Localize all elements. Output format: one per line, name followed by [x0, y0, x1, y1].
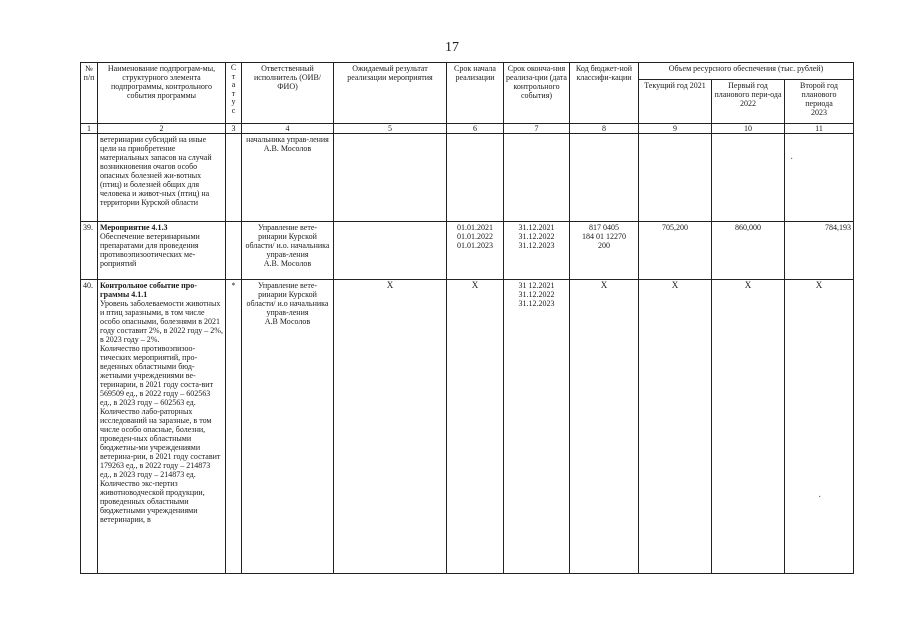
header-executor: Ответственный исполнитель (ОИВ/ФИО) — [242, 63, 334, 124]
row-status: * — [226, 280, 242, 574]
header-status: С т а т у с — [226, 63, 242, 124]
row-current: X — [639, 280, 712, 574]
row-first: X — [712, 280, 785, 574]
column-number: 4 — [242, 124, 334, 134]
row-start — [447, 134, 504, 222]
row-current — [639, 134, 712, 222]
table-row — [81, 280, 854, 574]
header-name: Наименование подпрограм-мы, структурного элемента подпрограммы, контрольного события программы — [98, 63, 226, 124]
header-resources: Объем ресурсного обеспечения (тыс. рублей) — [639, 63, 854, 80]
row-start: X — [447, 280, 504, 574]
column-number: 10 — [712, 124, 785, 134]
row-name-cell — [98, 280, 226, 574]
row-end: 31 12.2021 31.12.2022 31.12.2023 — [504, 280, 570, 574]
row-num — [81, 134, 98, 222]
header-code: Код бюджет-ной классифи-кации — [570, 63, 639, 124]
column-number: 11 — [785, 124, 854, 134]
row-result — [334, 222, 447, 280]
scan-speck: · — [818, 492, 822, 503]
row-first: 860,000 — [712, 222, 785, 280]
column-number: 1 — [81, 124, 98, 134]
column-number: 9 — [639, 124, 712, 134]
header-end: Срок оконча-ния реализа-ции (дата контрольного события) — [504, 63, 570, 124]
row-result: X — [334, 280, 447, 574]
column-number: 7 — [504, 124, 570, 134]
page-number: 17 — [445, 40, 459, 55]
row-name-cell — [98, 222, 226, 280]
header-first-year: Первый год планового пери-ода 2022 — [712, 80, 785, 124]
row-executor: Управление вете-ринарии Курской области/ и.о. начальника управ-ления А.В. Мосолов — [242, 222, 334, 280]
row-name: Уровень заболеваемости животных и птиц заразными, в том числе особо опасными, болезнями в 2021 году составит 2%, в 2022 году – 2%, в 2023 году – 2%. Количество противоэпизоо-тических мероприятий, про-веденных областными бюд-жетными учреждениями ве-теринарии, в 2021 году соста-вит 569509 ед., в 2022 году – 602563 ед., в 2023 году – 602563 ед. Количество лабо-раторных исследований на заразные, в том числе особо опасные, болезни, проведен-ных областными бюджетны-ми учреждениями ветерина-рии, в 2021 году составит 179263 ед., в 2022 году – 214873 ед., в 2023 году – 214873 ед. Количество экс-пертиз животноводческой продукции, проведенных областными бюджетными учреждениями ветеринарии, в — [100, 299, 223, 524]
header-current-year: Текущий год 2021 — [639, 80, 712, 124]
scan-speck: · — [790, 154, 794, 165]
row-code — [570, 134, 639, 222]
row-status — [226, 222, 242, 280]
header-start: Срок начала реализации — [447, 63, 504, 124]
row-name: Обеспечение ветеринарными препаратами для проведения противоэпизоотических ме-роприятий — [100, 232, 200, 268]
row-status — [226, 134, 242, 222]
row-code: X — [570, 280, 639, 574]
row-name-bold: Мероприятие 4.1.3 — [100, 223, 168, 232]
header-second-year: Второй год планового периода 2023 — [785, 80, 854, 124]
row-executor: начальника управ-ления А.В. Мосолов — [242, 134, 334, 222]
header-num: № п/п — [81, 63, 98, 124]
row-num: 39. — [81, 222, 98, 280]
header-result: Ожидаемый результат реализации мероприятия — [334, 63, 447, 124]
row-name-bold: Контрольное событие про-граммы 4.1.1 — [100, 281, 197, 299]
row-executor: Управление вете-ринарии Курской области/ и.о начальника управ-ления А.В Мосолов — [242, 280, 334, 574]
table-row — [81, 222, 854, 280]
column-number: 5 — [334, 124, 447, 134]
row-current: 705,200 — [639, 222, 712, 280]
row-code: 817 0405 184 01 12270 200 — [570, 222, 639, 280]
column-number: 6 — [447, 124, 504, 134]
row-num: 40. — [81, 280, 98, 574]
row-end: 31.12.2021 31.12.2022 31.12.2023 — [504, 222, 570, 280]
program-table — [80, 62, 854, 574]
row-start: 01.01.2021 01.01.2022 01.01.2023 — [447, 222, 504, 280]
row-second: X — [785, 280, 854, 574]
row-second: 784,193 — [785, 222, 854, 280]
row-end — [504, 134, 570, 222]
column-number: 3 — [226, 124, 242, 134]
column-numbers-row — [81, 124, 854, 134]
row-second — [785, 134, 854, 222]
column-number: 2 — [98, 124, 226, 134]
column-number: 8 — [570, 124, 639, 134]
table-row — [81, 134, 854, 222]
row-name: ветеринарии субсидий на иные цели на приобретение материальных запасов на случай возникновения очагов особо опасных болезней жи-вотных (птиц) и болезней общих для человека и живот-ных (птиц) на территории Курской области — [98, 134, 226, 222]
row-first — [712, 134, 785, 222]
row-result — [334, 134, 447, 222]
